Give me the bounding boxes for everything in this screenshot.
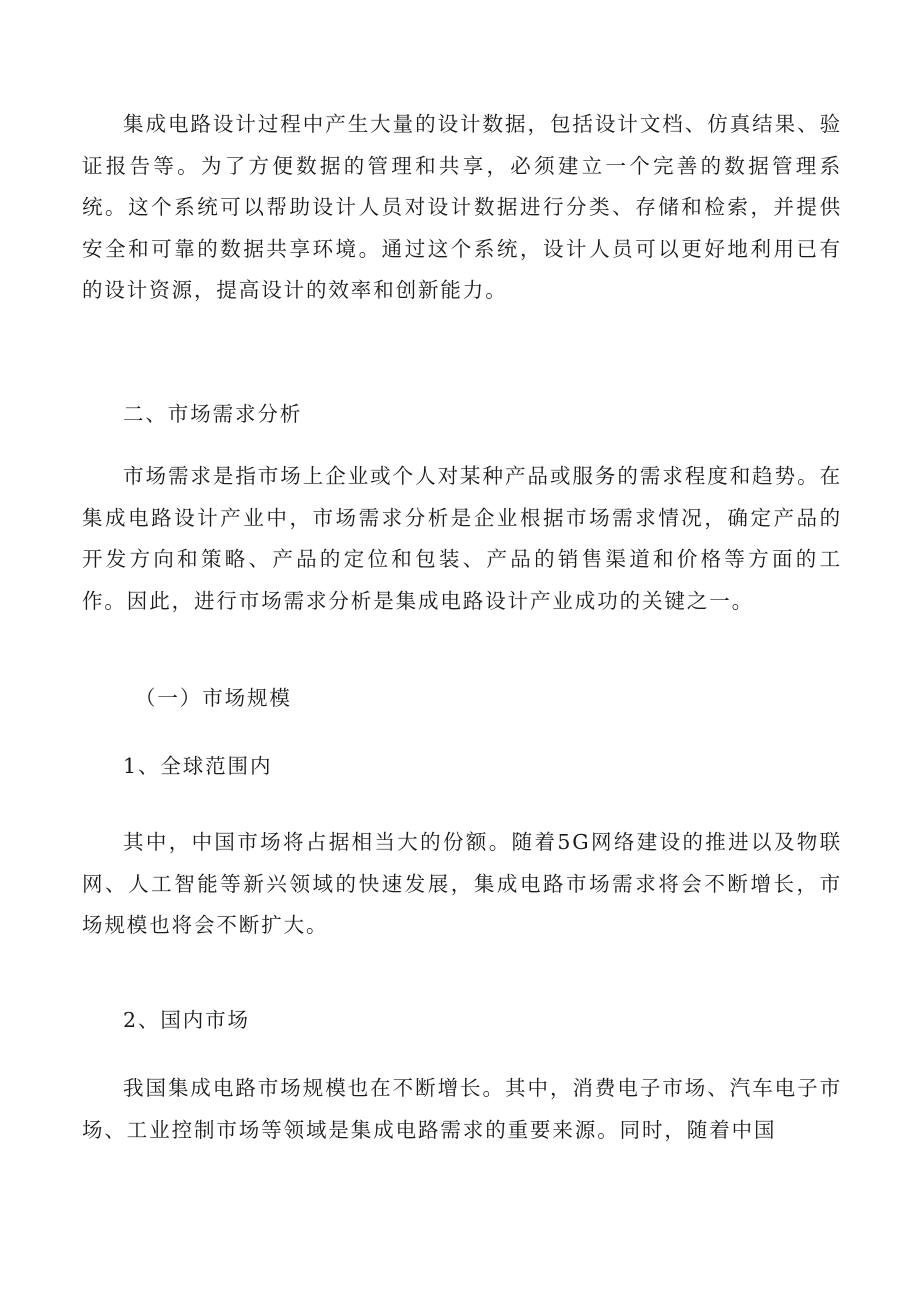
paragraph-domestic-market: 我国集成电路市场规模也在不断增长。其中，消费电子市场、汽车电子市场、工业控制市场等领域是集成电路需求的重要来源。同时，随着中国 (82, 1076, 842, 1142)
subsection-heading-market-size: （一）市场规模 (135, 686, 292, 710)
item-heading-global: 1、全球范围内 (123, 754, 273, 778)
paragraph-data-management: 集成电路设计过程中产生大量的设计数据，包括设计文档、仿真结果、验证报告等。为了方便数据的管理和共享，必须建立一个完善的数据管理系统。这个系统可以帮助设计人员对设计数据进行分类、存储和检索，并提供安全和可靠的数据共享环境。通过这个系统，设计人员可以更好地利用已有的设计资源，提高设计的效率和创新能力。 (82, 112, 842, 302)
paragraph-global-market: 其中，中国市场将占据相当大的份额。随着5G网络建设的推进以及物联网、人工智能等新兴领域的快速发展，集成电路市场需求将会不断增长，市场规模也将会不断扩大。 (82, 830, 842, 937)
section-heading-market-demand: 二、市场需求分析 (123, 402, 303, 426)
paragraph-market-demand: 市场需求是指市场上企业或个人对某种产品或服务的需求程度和趋势。在集成电路设计产业中，市场需求分析是企业根据市场需求情况，确定产品的开发方向和策略、产品的定位和包装、产品的销售渠道和价格等方面的工作。因此，进行市场需求分析是集成电路设计产业成功的关键之一。 (82, 464, 842, 613)
item-heading-domestic: 2、国内市场 (123, 1008, 250, 1032)
